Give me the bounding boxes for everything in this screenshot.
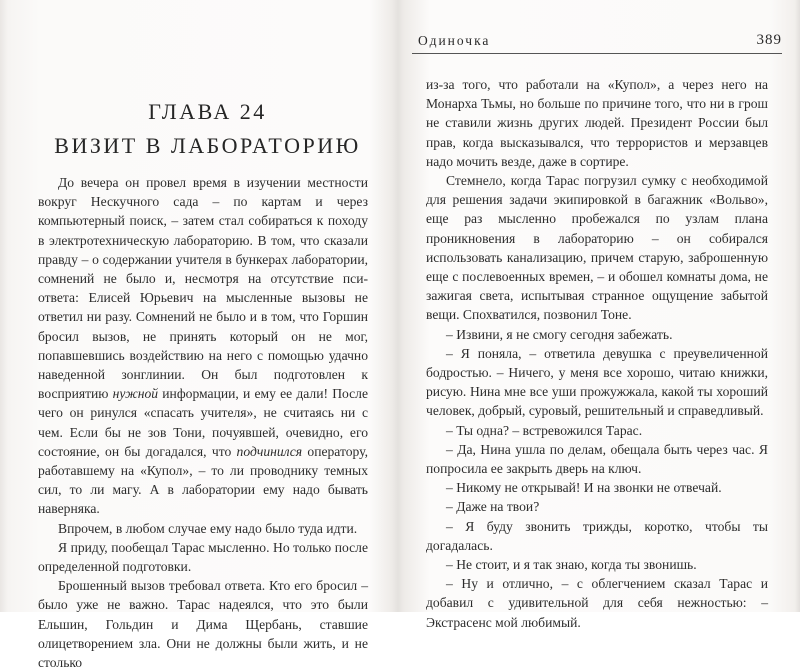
paragraph: Стемнело, когда Тарас погрузил сумку с необходимой для решения задачи экипировкой в багажник «Вольво», еще раз мысленно пробежался по узлам плана проникновения в лабораторию – он собирался использовать канализацию, причем старую, заброшенную еще с послевоенных времен, – и обошел комнаты дома, не зажигая света, испытывая странное ощущение забытой вещи. Спохватился, позвонил Тоне. <box>426 173 768 323</box>
left-page <box>0 0 398 671</box>
chapter-number: ГЛАВА 24 <box>148 99 267 124</box>
running-head-title: Одиночка <box>418 33 491 48</box>
dialogue-line: – Ты одна? – встревожился Тарас. <box>446 422 643 438</box>
dialogue-line: – Не стоит, и я так знаю, когда ты звонишь. <box>446 557 697 573</box>
paragraph: До вечера он провел время в изучении местности вокруг Нескучного сада – по картам и через компьютерный поиск, – затем стал собираться к походу в электротехническую лабораторию. В том, что сказали правду – о содержании учителя в бункерах лаборатории, сомнений не было и, несмотря на отсутствие пси-ответа: Елисей Юрьевич на мысленные вызовы не ответил ни разу. Сомнений не было и в том, что Горшин бросил вызов, не принять который он не мог, попавшевшись воздействию на него с помощью удачно наведенной зонглинии. Он был подготовлен к восприятию нужной информации, и ему ее дали! После чего он ринулся «спасать учителя», не считаясь ни с чем. Если бы не зов Тони, почуявшей, очевидно, его состояние, он бы догадался, что подчинился оператору, работавшему на «Купол», – то ли проводнику темных сил, то ли магу. А в лаборатории ему надо бывать наверняка. <box>38 175 368 517</box>
paragraph: Брошенный вызов требовал ответа. Кто его бросил – было уже не важно. Тарас надеялся, что это были Ельшин, Гольдин и Дима Щербань, ставшие олицетворением зла. Они не должны были жить, и не столько <box>38 578 368 671</box>
running-head <box>412 31 782 54</box>
dialogue-line: – Ну и отлично, – с облегчением сказал Тарас и добавил с удивительной для себя нежностью: – Экстрасенс мой любимый. <box>426 576 768 630</box>
chapter-title: ВИЗИТ В ЛАБОРАТОРИЮ <box>54 133 361 158</box>
left-body-text <box>38 173 368 672</box>
dialogue-line: – Я поняла, – ответила девушка с преувеличенной бодростью. – Ничего, у меня все хорошо, читаю книжки, рисую. Нина мне все уши прожужжала, какой ты хороший человек, добрый, суровый, решительный и справедливый. <box>426 345 768 419</box>
dialogue-line: – Да, Нина ушла по делам, обещала быть через час. Я попросила ее закрыть дверь на ключ. <box>426 441 768 477</box>
paragraph: Впрочем, в любом случае ему надо было туда идти. <box>58 520 358 536</box>
right-body-text <box>426 75 768 632</box>
dialogue-line: – Извини, я не смогу сегодня забежать. <box>446 326 673 342</box>
dialogue-line: – Я буду звонить трижды, коротко, чтобы ты догадалась. <box>426 518 768 553</box>
right-page <box>402 0 800 630</box>
dialogue-line: – Никому не открывай! И на звонки не отвечай. <box>446 480 722 496</box>
page-number: 389 <box>756 32 782 48</box>
chapter-heading <box>30 95 385 163</box>
dialogue-line: – Даже на твои? <box>446 499 540 515</box>
paragraph: Я приду, пообещал Тарас мысленно. Но только после определенной подготовки. <box>38 539 368 575</box>
paragraph: из-за того, что работали на «Купол», а через него на Монарха Тьмы, но больше по причине того, что ни в грош не ставили жизнь других людей. Президент России был прав, когда высказывался, что террористов и мерзавцев надо мочить везде, даже в сортире. <box>426 77 768 169</box>
